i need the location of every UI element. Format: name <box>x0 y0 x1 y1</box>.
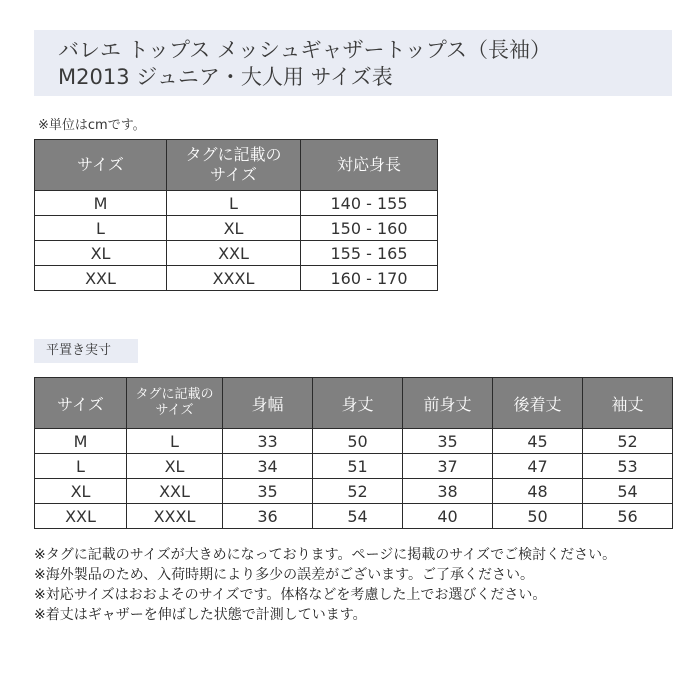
table-cell: 35 <box>403 429 493 454</box>
table-cell: 37 <box>403 454 493 479</box>
table-cell: 40 <box>403 504 493 529</box>
table-cell: 38 <box>403 479 493 504</box>
table-cell: L <box>35 216 167 241</box>
table-cell: L <box>167 191 301 216</box>
table-row <box>35 266 438 291</box>
table-row <box>35 479 673 504</box>
table-cell: 50 <box>313 429 403 454</box>
table-cell: 34 <box>223 454 313 479</box>
column-header-front-length: 前身丈 <box>403 378 493 429</box>
column-header-sleeve-length: 袖丈 <box>583 378 673 429</box>
note-item: ※対応サイズはおおよそのサイズです。体格などを考慮した上でお選びください。 <box>34 587 547 603</box>
table-row <box>35 454 673 479</box>
table-cell: M <box>35 191 167 216</box>
table-cell: 140 - 155 <box>301 191 438 216</box>
table-row <box>35 504 673 529</box>
table-cell: M <box>35 429 127 454</box>
table-cell: XL <box>167 216 301 241</box>
page-title: バレエ トップス メッシュギャザートップス（長袖） <box>58 38 551 62</box>
column-header-body-length: 身丈 <box>313 378 403 429</box>
table-cell: XXL <box>35 504 127 529</box>
table-header-row <box>35 378 673 429</box>
table-row <box>35 429 673 454</box>
table-cell: L <box>127 429 223 454</box>
table-header-row <box>35 140 438 191</box>
section-label-flat-measurements: 平置き実寸 <box>34 339 138 363</box>
page-subtitle: M2013 ジュニア・大人用 サイズ表 <box>58 65 393 89</box>
table-cell: 47 <box>493 454 583 479</box>
column-header-size: サイズ <box>35 140 167 191</box>
table-cell: XXL <box>127 479 223 504</box>
table-row <box>35 191 438 216</box>
table-cell: 51 <box>313 454 403 479</box>
table-cell: XL <box>35 479 127 504</box>
table-cell: 150 - 160 <box>301 216 438 241</box>
table-cell: 54 <box>583 479 673 504</box>
tag-size-header-text: タグに記載の サイズ <box>185 145 282 184</box>
column-header-back-length: 後着丈 <box>493 378 583 429</box>
column-header-tag-size <box>167 140 301 191</box>
table-cell: 45 <box>493 429 583 454</box>
table-row <box>35 241 438 266</box>
tag-size-header-text: タグに記載の サイズ <box>135 387 214 418</box>
column-header-chest-width: 身幅 <box>223 378 313 429</box>
column-header-height: 対応身長 <box>301 140 438 191</box>
table-cell: 56 <box>583 504 673 529</box>
notes-list <box>34 545 616 625</box>
table-cell: XXXL <box>167 266 301 291</box>
title-banner <box>34 30 672 96</box>
table-cell: 50 <box>493 504 583 529</box>
column-header-size: サイズ <box>35 378 127 429</box>
table-cell: 52 <box>583 429 673 454</box>
table-cell: XXL <box>35 266 167 291</box>
table-cell: 160 - 170 <box>301 266 438 291</box>
measurement-table <box>34 377 673 529</box>
unit-note: ※単位はcmです。 <box>38 118 146 133</box>
table-cell: XL <box>127 454 223 479</box>
table-cell: 155 - 165 <box>301 241 438 266</box>
note-item: ※着丈はギャザーを伸ばした状態で計測しています。 <box>34 607 367 623</box>
table-cell: 52 <box>313 479 403 504</box>
table-cell: 35 <box>223 479 313 504</box>
table-cell: 54 <box>313 504 403 529</box>
table-cell: L <box>35 454 127 479</box>
table-cell: 48 <box>493 479 583 504</box>
table-cell: XXL <box>167 241 301 266</box>
table-cell: 53 <box>583 454 673 479</box>
table-row <box>35 216 438 241</box>
note-item: ※海外製品のため、入荷時期により多少の誤差がございます。ご了承ください。 <box>34 567 535 583</box>
table-cell: 36 <box>223 504 313 529</box>
column-header-tag-size <box>127 378 223 429</box>
table-cell: XL <box>35 241 167 266</box>
note-item: ※タグに記載のサイズが大きめになっております。ページに掲載のサイズでご検討ください。 <box>34 547 617 563</box>
table-cell: XXXL <box>127 504 223 529</box>
size-chart-table <box>34 139 438 291</box>
table-cell: 33 <box>223 429 313 454</box>
